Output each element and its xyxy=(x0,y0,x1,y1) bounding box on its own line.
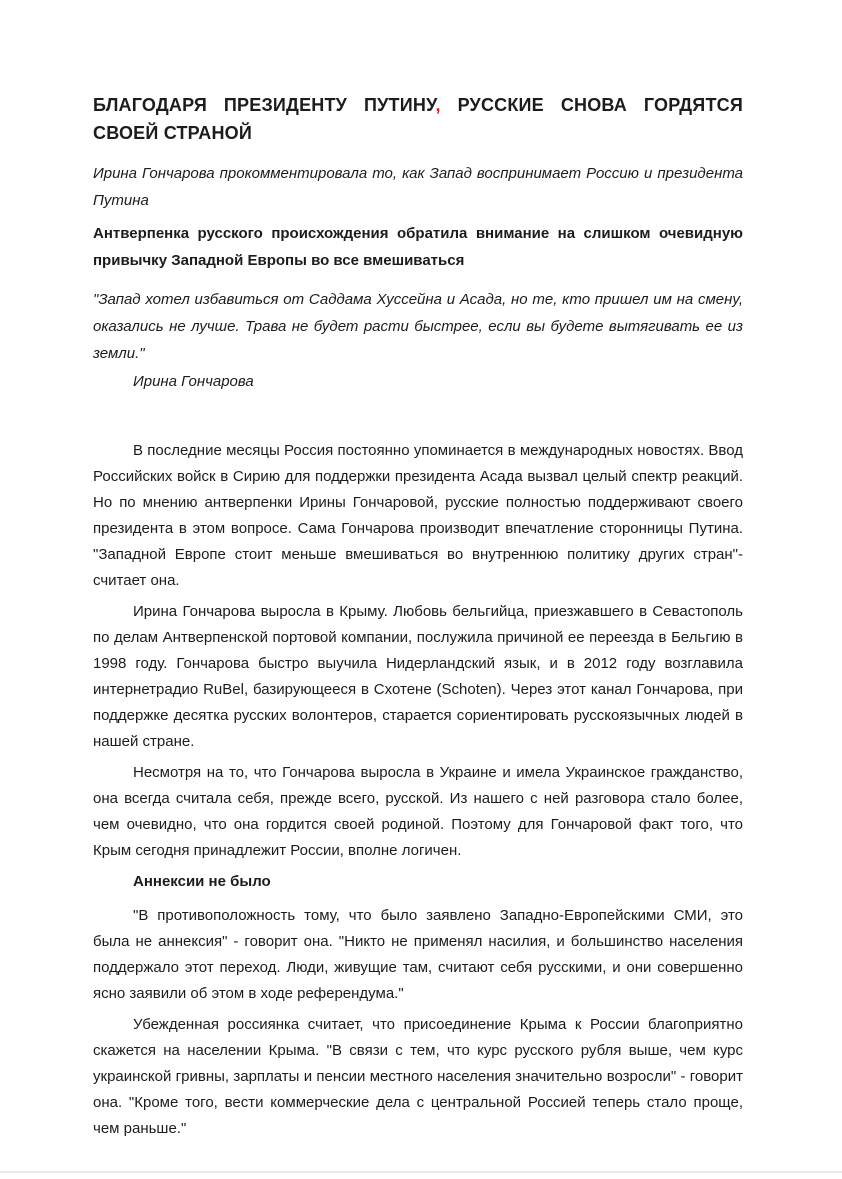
article xyxy=(93,91,743,1147)
title-red-comma: , xyxy=(435,95,441,115)
title-text-part2: РУССКИЕ СНОВА ГОРДЯТСЯ СВОЕЙ СТРАНОЙ xyxy=(93,95,743,143)
article-lede: Антверпенка русского происхождения обратила внимание на слишком очевидную привычку Западной Европы во все вмешиваться xyxy=(93,225,743,269)
pull-quote: "Запад хотел избавиться от Саддама Хуссейна и Асада, но те, кто пришел им на смену, оказались не лучше. Трава не будет расти быстрее, если вы будете вытягивать ее из земли." xyxy=(93,291,743,362)
article-paragraph-5: Убежденная россиянка считает, что присоединение Крыма к России благоприятно скажется на населении Крыма. "В связи с тем, что курс русского рубля выше, чем курс украинской гривны, зарплаты и пенсии местного населения значительно возросли" - говорит она. "Кроме того, вести коммерческие дела с центральной Россией теперь стало проще, чем раньше." xyxy=(93,1016,743,1137)
article-title xyxy=(93,91,743,147)
quote-attribution: Ирина Гончарова xyxy=(133,373,254,390)
title-text-part1: БЛАГОДАРЯ ПРЕЗИДЕНТУ ПУТИНУ xyxy=(93,95,436,115)
article-paragraph-3: Несмотря на то, что Гончарова выросла в Украине и имела Украинское гражданство, она всегда считала себя, прежде всего, русской. Из нашего с ней разговора стало более, чем очевидно, что она гордится своей родиной. Поэтому для Гончаровой факт того, что Крым сегодня принадлежит России, вполне логичен. xyxy=(93,764,743,859)
section-subheading: Аннексии не было xyxy=(133,873,271,890)
article-paragraph-1: В последние месяцы Россия постоянно упоминается в международных новостях. Ввод Российских войск в Сирию для поддержки президента Асада вызвал целый спектр реакций. Но по мнению антверпенки Ирины Гончаровой, русские полностью поддерживают своего президента в этом вопросе. Сама Гончарова производит впечатление сторонницы Путина. "Западной Европе стоит меньше вмешиваться во внутреннюю политику других стран"- считает она. xyxy=(93,442,743,589)
page-edge-divider xyxy=(0,1171,842,1173)
article-subtitle: Ирина Гончарова прокомментировала то, как Запад воспринимает Россию и президента Путина xyxy=(93,165,743,209)
article-paragraph-2: Ирина Гончарова выросла в Крыму. Любовь бельгийца, приезжавшего в Севастополь по делам Антверпенской портовой компании, послужила причиной ее переезда в Бельгию в 1998 году. Гончарова быстро выучила Нидерландский язык, и в 2012 году возглавила интернетрадио RuBel, базирующееся в Схотене (Schoten). Через этот канал Гончарова, при поддержке десятка русских волонтеров, старается сориентировать русскоязычных людей в нашей стране. xyxy=(93,603,743,750)
article-paragraph-4: "В противоположность тому, что было заявлено Западно-Европейскими СМИ, это была не аннексия" - говорит она. "Никто не применял насилия, и большинство населения поддержало этот переход. Люди, живущие там, считают себя русскими, и они совершенно ясно заявили об этом в ходе референдума." xyxy=(93,907,743,1002)
